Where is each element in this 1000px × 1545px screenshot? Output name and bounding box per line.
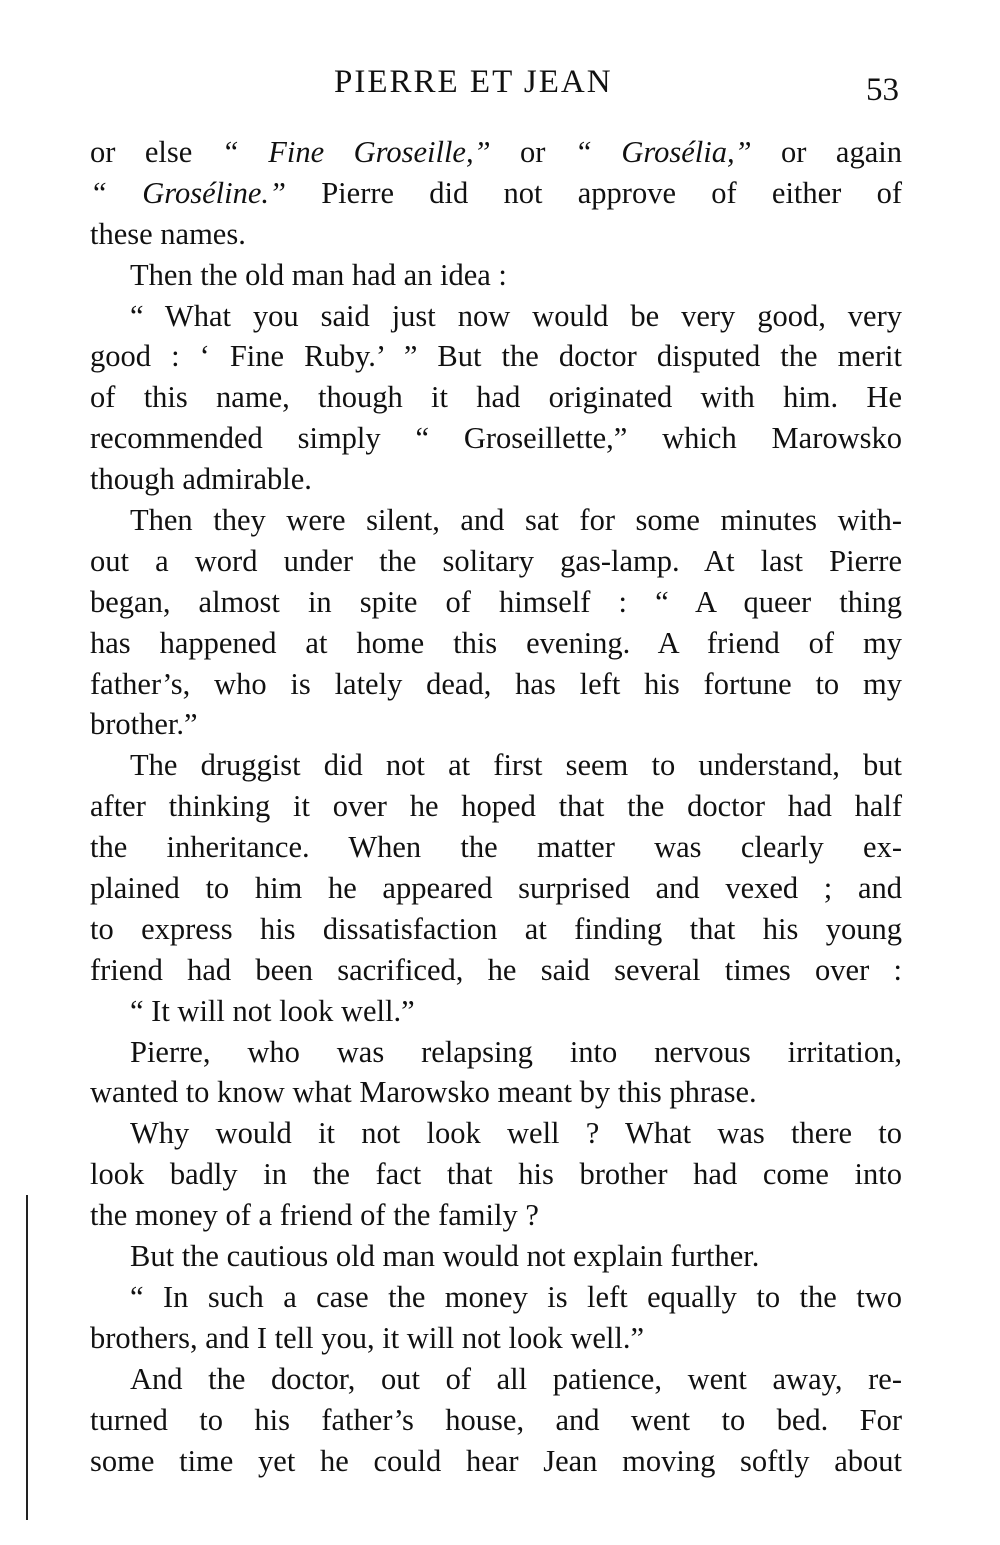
text-segment: or again bbox=[751, 135, 902, 169]
text-line: these names. bbox=[90, 216, 246, 251]
text-line: after thinking it over he hoped that the doctor had half bbox=[90, 789, 902, 824]
text-line: “ In such a case the money is left equally to the two bbox=[130, 1279, 902, 1314]
paragraph bbox=[90, 132, 902, 255]
text-line: began, almost in spite of himself : “ A queer thing bbox=[90, 584, 902, 619]
text-line: of this name, though it had originated with him. He bbox=[90, 380, 902, 415]
paragraph bbox=[90, 296, 902, 500]
paragraph bbox=[90, 1236, 902, 1277]
text-line: to express his dissatisfaction at finding that his young bbox=[90, 911, 902, 946]
paragraph bbox=[90, 1032, 902, 1114]
italic-name: “ Grosélia,” bbox=[574, 135, 752, 169]
text-line: Then they were silent, and sat for some minutes with- bbox=[130, 503, 902, 538]
text-line: Then the old man had an idea : bbox=[130, 257, 507, 292]
text-line: friend had been sacrificed, he said several times over : bbox=[90, 952, 902, 987]
paragraph bbox=[90, 1277, 902, 1359]
italic-name: “ Groséline.” bbox=[90, 175, 286, 210]
text-line: But the cautious old man would not explain further. bbox=[130, 1239, 760, 1274]
text-line bbox=[90, 173, 902, 214]
text-line: And the doctor, out of all patience, went away, re- bbox=[130, 1361, 902, 1396]
paragraph bbox=[90, 991, 902, 1032]
text-line: recommended simply “ Groseillette,” which Marowsko bbox=[90, 421, 902, 456]
text-segment: or else bbox=[90, 135, 222, 169]
text-line: plained to him he appeared surprised and vexed ; and bbox=[90, 871, 902, 906]
text-line: has happened at home this evening. A friend of my bbox=[90, 625, 902, 660]
italic-name: “ Fine Groseille,” bbox=[221, 135, 491, 169]
text-line: though admirable. bbox=[90, 462, 312, 497]
text-segment: Pierre did not approve of either of bbox=[285, 175, 902, 210]
text-line: look badly in the fact that his brother had come into bbox=[90, 1157, 902, 1192]
text-segment: or bbox=[490, 135, 575, 169]
paragraph bbox=[90, 745, 902, 990]
text-line: some time yet he could hear Jean moving softly about bbox=[90, 1443, 902, 1478]
text-line: wanted to know what Marowsko meant by this phrase. bbox=[90, 1075, 757, 1110]
paragraph bbox=[90, 1359, 902, 1482]
text-line: good : ‘ Fine Ruby.’ ” But the doctor disputed the merit bbox=[90, 339, 902, 374]
paragraph bbox=[90, 1113, 902, 1236]
text-line: turned to his father’s house, and went to bed. For bbox=[90, 1402, 902, 1437]
running-head bbox=[0, 62, 1000, 106]
body-text bbox=[90, 132, 902, 1481]
text-line: The druggist did not at first seem to understand, but bbox=[130, 748, 902, 783]
text-line: the money of a friend of the family ? bbox=[90, 1198, 539, 1233]
text-line bbox=[90, 132, 902, 173]
text-line: brothers, and I tell you, it will not look well.” bbox=[90, 1320, 644, 1355]
text-line: brother.” bbox=[90, 707, 198, 742]
text-line: Pierre, who was relapsing into nervous irritation, bbox=[130, 1034, 902, 1069]
text-line: the inheritance. When the matter was clearly ex- bbox=[90, 830, 902, 865]
paragraph bbox=[90, 500, 902, 745]
text-line: “ What you said just now would be very good, very bbox=[130, 298, 902, 333]
text-line: Why would it not look well ? What was there to bbox=[130, 1116, 902, 1151]
margin-rule bbox=[26, 1195, 28, 1520]
running-title: PIERRE ET JEAN bbox=[334, 64, 613, 100]
text-line: father’s, who is lately dead, has left his fortune to my bbox=[90, 666, 902, 701]
paragraph bbox=[90, 255, 902, 296]
page-number: 53 bbox=[866, 72, 899, 108]
text-line: out a word under the solitary gas-lamp. At last Pierre bbox=[90, 543, 902, 578]
text-line: “ It will not look well.” bbox=[130, 993, 415, 1028]
